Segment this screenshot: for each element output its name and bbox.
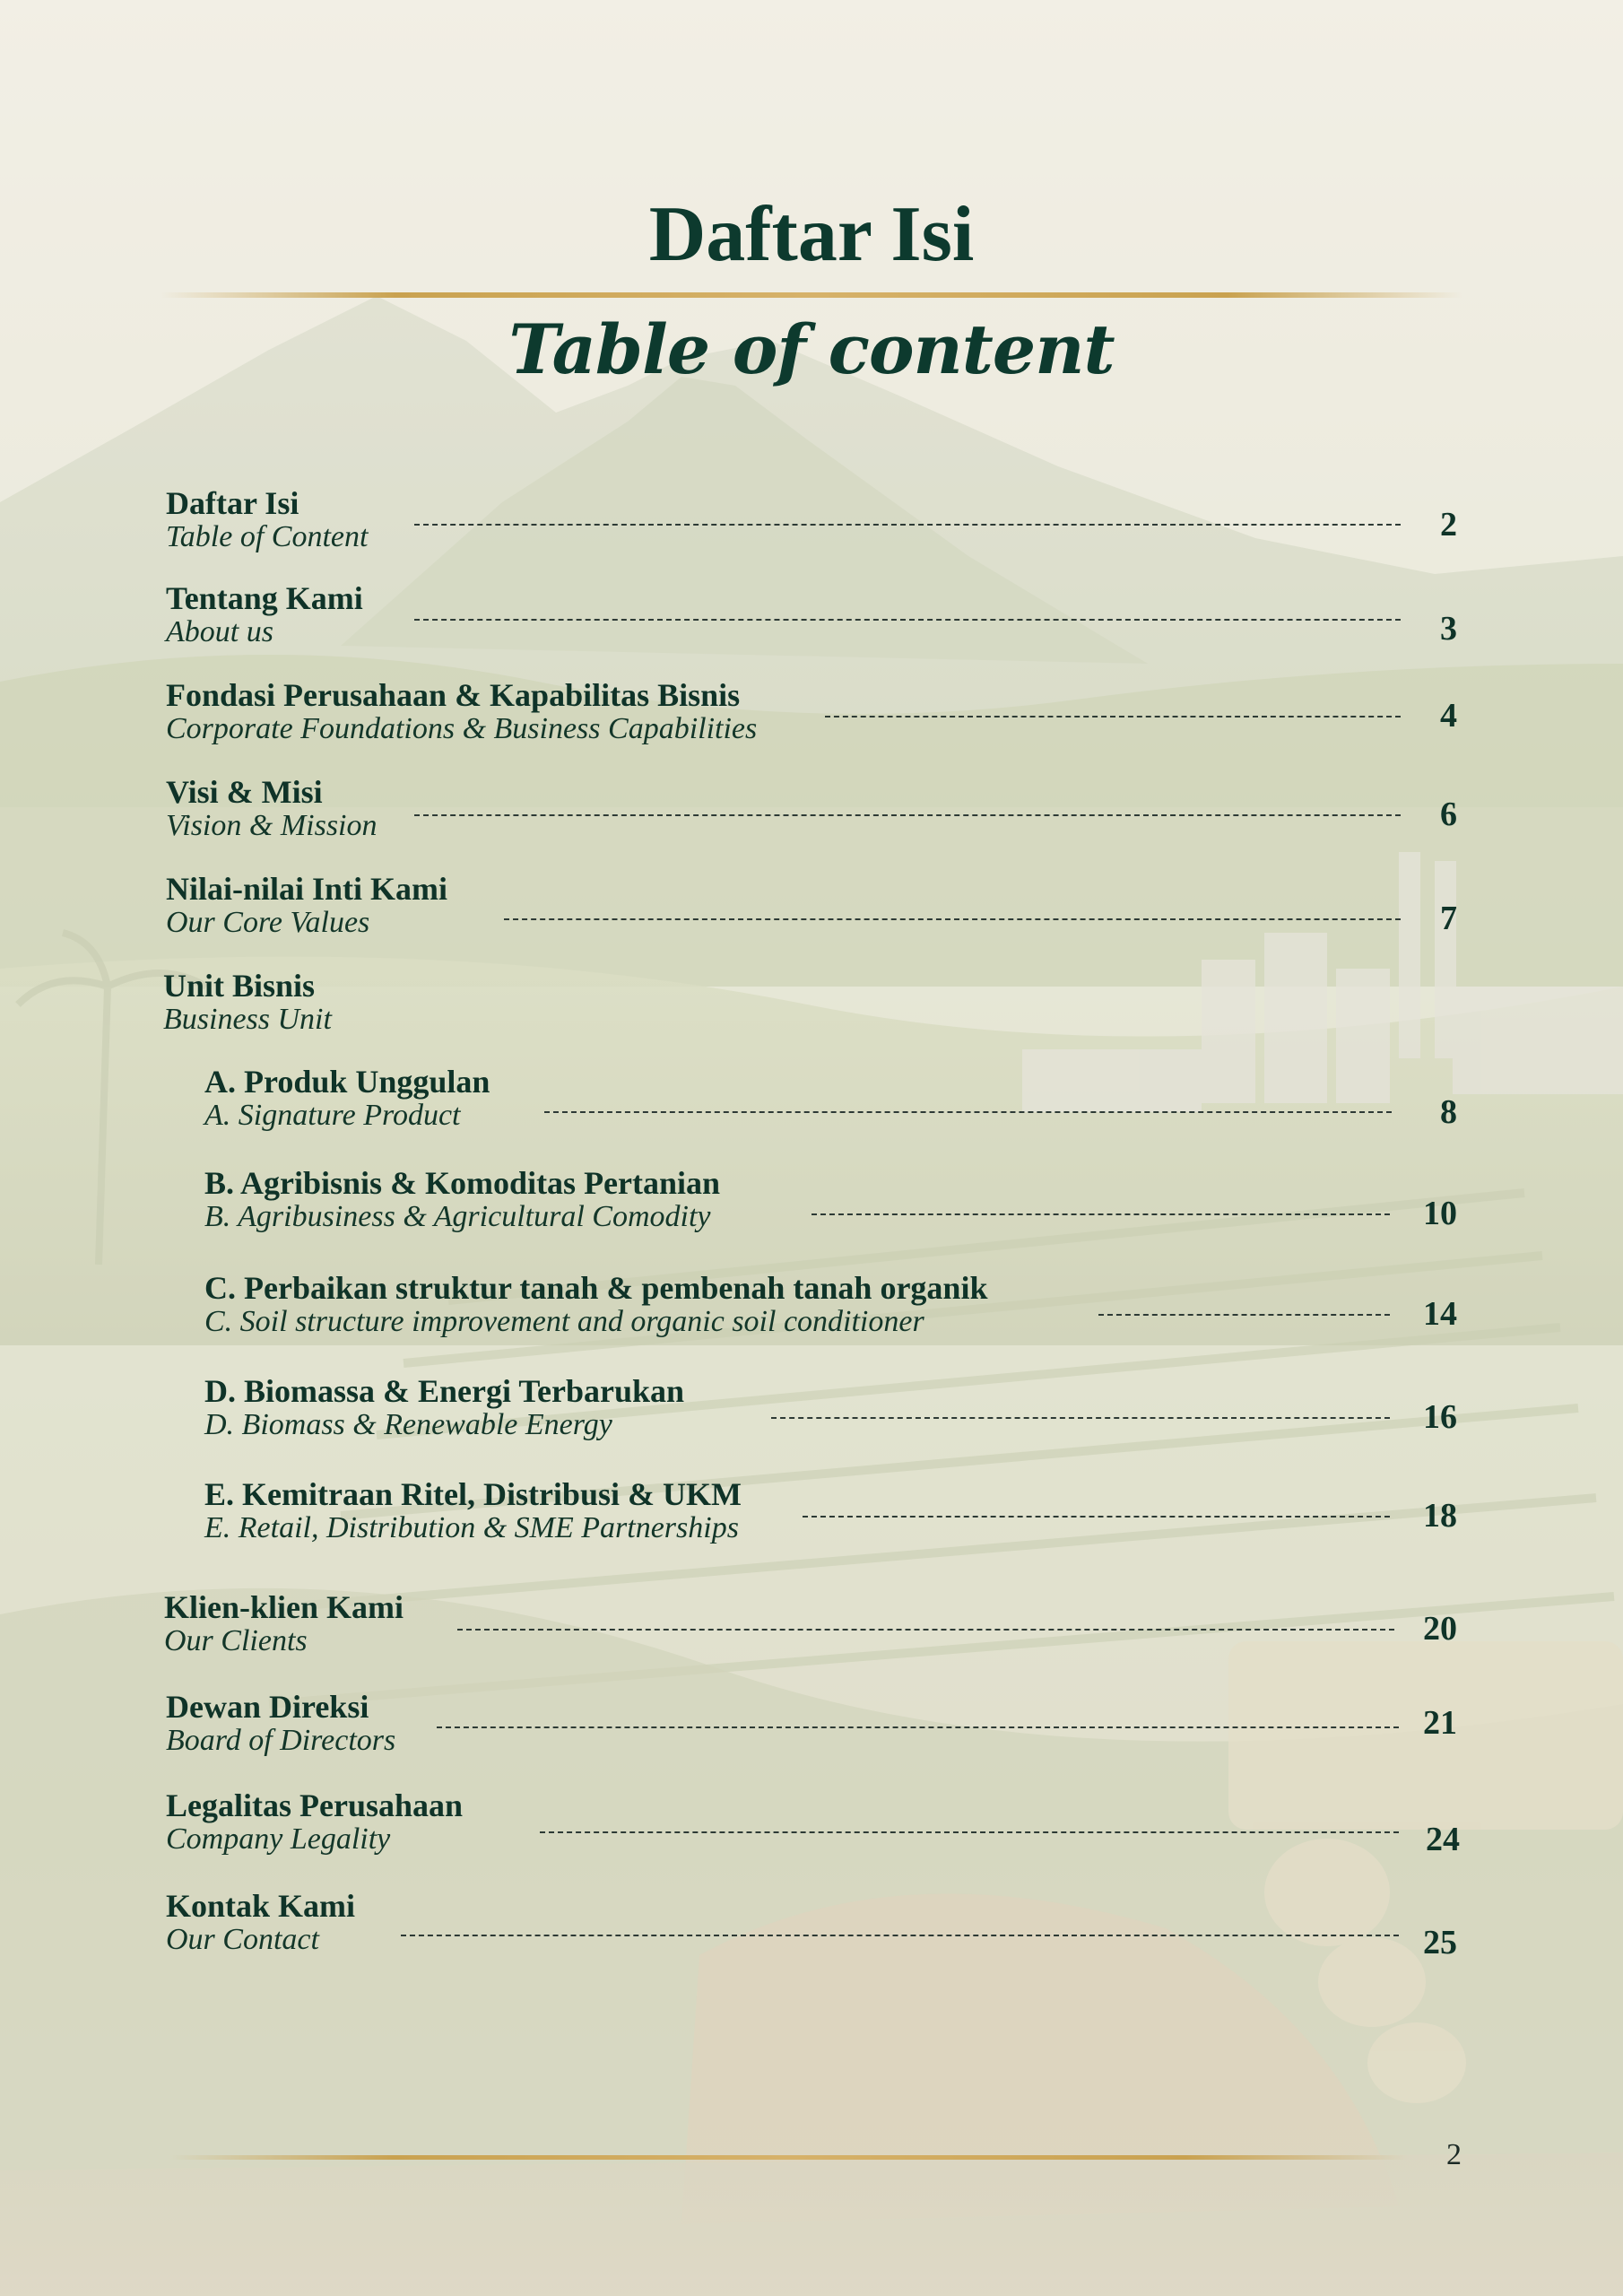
toc-page-number: 10 [1423, 1195, 1457, 1232]
toc-entry-title: C. Perbaikan struktur tanah & pembenah tanah organik [204, 1270, 988, 1306]
toc-leader [401, 1935, 1399, 1936]
title-divider [161, 292, 1462, 298]
toc-entry-subtitle: Our Core Values [166, 906, 370, 939]
toc-entry-subtitle: C. Soil structure improvement and organic soil conditioner [204, 1305, 924, 1338]
toc-page-number: 3 [1440, 610, 1457, 648]
toc-leader [414, 814, 1401, 816]
toc-entry-title: Nilai-nilai Inti Kami [166, 871, 448, 907]
toc-entry-title: Unit Bisnis [163, 968, 316, 1004]
toc-entry-title: Klien-klien Kami [164, 1589, 404, 1625]
toc-entry-title: Visi & Misi [166, 774, 323, 810]
toc-leader [1098, 1314, 1390, 1316]
toc-page-number: 24 [1426, 1821, 1460, 1858]
page-title: Daftar Isi [648, 191, 975, 278]
toc-entry-subtitle: D. Biomass & Renewable Energy [204, 1408, 612, 1441]
toc-entry-subtitle: E. Retail, Distribution & SME Partnerships [204, 1511, 739, 1544]
toc-entry-title: B. Agribisnis & Komoditas Pertanian [204, 1165, 721, 1201]
toc-entry-title: Kontak Kami [166, 1888, 356, 1924]
toc-entry-subtitle: Company Legality [166, 1822, 391, 1856]
toc-entry-title: D. Biomassa & Energi Terbarukan [204, 1373, 685, 1409]
footer-page-number: 2 [1446, 2138, 1462, 2171]
toc-entry-title: Daftar Isi [166, 485, 299, 521]
toc-leader [457, 1629, 1394, 1631]
toc-page-number: 2 [1440, 506, 1457, 544]
toc-leader [414, 619, 1401, 621]
toc-page-number: 14 [1423, 1295, 1457, 1333]
toc-entry-subtitle: About us [166, 615, 273, 648]
toc-entry-title: E. Kemitraan Ritel, Distribusi & UKM [204, 1476, 742, 1512]
toc-entry-subtitle: Vision & Mission [166, 809, 378, 842]
toc-entry-subtitle: B. Agribusiness & Agricultural Comodity [204, 1200, 711, 1233]
page-subtitle: Table of content [508, 309, 1115, 389]
toc-entry-subtitle: Our Clients [164, 1624, 308, 1657]
toc-leader [803, 1516, 1390, 1518]
toc-entry-subtitle: Board of Directors [166, 1724, 396, 1757]
toc-page-number: 8 [1440, 1093, 1457, 1131]
toc-page-number: 16 [1423, 1398, 1457, 1436]
toc-page-number: 7 [1440, 900, 1457, 937]
toc-leader [414, 524, 1401, 526]
toc-page-number: 25 [1423, 1924, 1457, 1961]
toc-leader [540, 1831, 1399, 1833]
toc-entry-subtitle: Our Contact [166, 1923, 319, 1956]
toc-entry-subtitle: Business Unit [163, 1003, 332, 1036]
toc-entry-title: Tentang Kami [166, 580, 363, 616]
toc-page-number: 18 [1423, 1497, 1457, 1535]
toc-leader [812, 1213, 1390, 1215]
toc-leader [437, 1726, 1399, 1728]
toc-entry-subtitle: Corporate Foundations & Business Capabilities [166, 712, 758, 745]
toc-entry-title: Legalitas Perusahaan [166, 1787, 464, 1823]
toc-leader [771, 1417, 1390, 1419]
toc-leader [544, 1111, 1392, 1113]
toc-page-number: 21 [1423, 1704, 1457, 1742]
toc-page-number: 6 [1440, 796, 1457, 833]
toc-entry-title: Dewan Direksi [166, 1689, 369, 1725]
toc-page-number: 20 [1423, 1610, 1457, 1648]
toc-entry-subtitle: Table of Content [166, 520, 369, 553]
toc-entry-subtitle: A. Signature Product [204, 1099, 461, 1132]
toc-page-number: 4 [1440, 697, 1457, 735]
toc-leader [504, 918, 1401, 920]
toc-entry-title: Fondasi Perusahaan & Kapabilitas Bisnis [166, 677, 741, 713]
toc-leader [825, 716, 1401, 718]
footer-divider [170, 2155, 1408, 2160]
toc-entry-title: A. Produk Unggulan [204, 1064, 490, 1100]
